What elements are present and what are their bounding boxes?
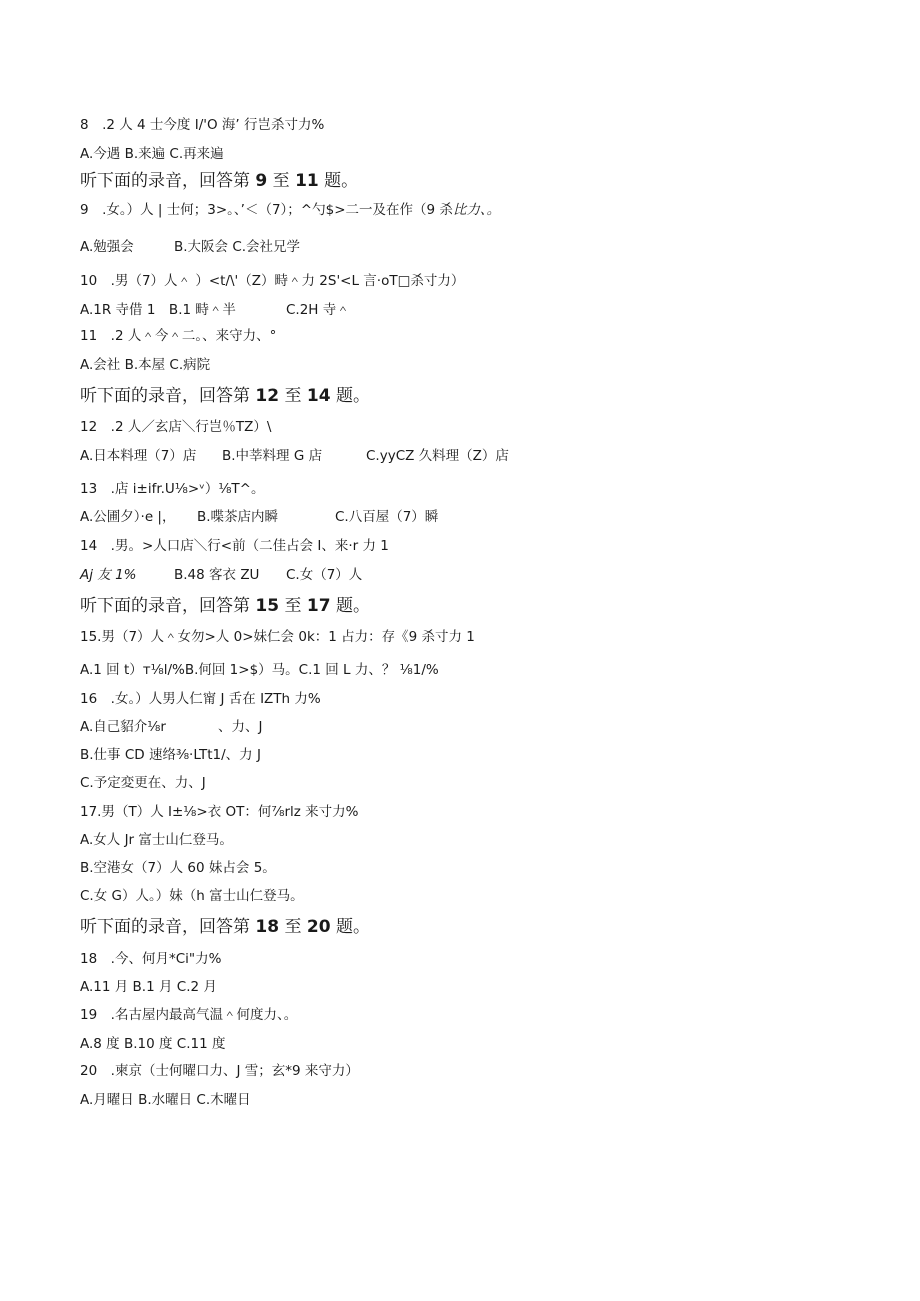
heading-suffix: 题。 (330, 386, 370, 406)
option-a-text: A.自己貂介⅛r (80, 719, 166, 735)
option-a-text-tail: 、力、J (218, 719, 263, 735)
question-16-option-b: B.仕事 CD 速络⅜·LTt1/、力 J (80, 747, 261, 763)
heading-end-number: 14 (306, 386, 331, 406)
option-a: A.勉强会 (80, 239, 134, 255)
question-17-option-b: B.空港女（7）人 60 妹占会 5。 (80, 860, 276, 876)
question-12: 12 .2 人／玄店＼行岂％TZ）\ (80, 419, 272, 435)
option-b: B.中莘料理 G 店 (222, 448, 323, 464)
option-a: Aj 友 1% (80, 567, 137, 583)
heading-prefix: 听下面的录音，回答第 (80, 596, 256, 616)
heading-middle: 至 (267, 171, 296, 191)
question-16: 16 .女。）人男人仁甯 J 舌在 IZTh 力% (80, 691, 321, 707)
heading-prefix: 听下面的录音，回答第 (80, 917, 256, 937)
question-20: 20 .柬京（士何曜口力、J 雪；玄*9 来守力） (80, 1063, 359, 1079)
question-9-text: 9 .女。）人 | 士何；3>。、’＜（7）；^勺$>二一及在作（9 杀 (80, 202, 453, 218)
question-8-options: A.今遇 B.来遍 C.再来遍 (80, 146, 224, 162)
question-14: 14 .男。>人口店＼行<前（二佳占会 I、来·r 力 1 (80, 538, 389, 554)
question-11-options: A.会社 B.本屋 C.病院 (80, 357, 211, 373)
heading-start-number: 12 (255, 386, 280, 406)
heading-end-number: 17 (306, 596, 331, 616)
section-heading-15-17 (80, 595, 370, 617)
heading-start-number: 15 (255, 596, 280, 616)
option-a: A.公圃夕）·e |， (80, 509, 176, 525)
question-18: 18 .今、何月*Ci"力% (80, 951, 222, 967)
option-a: A.日本料理（7）店 (80, 448, 197, 464)
option-b: B.48 客衣 ZU (174, 567, 260, 583)
heading-middle: 至 (279, 596, 307, 616)
heading-end-number: 11 (295, 171, 319, 191)
heading-suffix: 题。 (330, 917, 370, 937)
heading-prefix: 听下面的录音，回答第 (80, 171, 256, 191)
heading-suffix: 题。 (330, 596, 370, 616)
question-8: 8 .2 人 4 士今度 I/'O 海’ 行岂杀寸力% (80, 117, 325, 133)
option-c: C.女（7）人 (286, 567, 363, 583)
heading-end-number: 20 (306, 917, 331, 937)
question-19-options: A.8 度 B.10 度 C.11 度 (80, 1036, 226, 1052)
question-17-option-a: A.女人 Jr 富士山仁登马。 (80, 832, 233, 848)
option-b: B.喋茶店内瞬 (197, 509, 279, 525)
question-13: 13 .店 i±ifr.U⅛>ᵛ）⅛T^。 (80, 481, 265, 497)
question-11: 11 .2 人＾今＾二。、来守力、° (80, 328, 277, 344)
option-a-b: A.1R 寺借 1 B.1 畤＾半 (80, 302, 236, 318)
question-20-options: A.月曜日 B.水曜日 C.木曜日 (80, 1092, 251, 1108)
option-b-c: B.大阪会 C.会社兄学 (174, 239, 301, 255)
question-10: 10 .男（7）人＾ ）<t/\'（Z）畤＾力 2S'<L 言·oT□杀寸力） (80, 273, 465, 289)
question-16-option-c: C.予定変更在、力、J (80, 775, 206, 791)
question-15: 15.男（7）人＾女勿>人 0>妹仁会 0k：1 占力：存《9 杀寸力 1 (80, 629, 475, 645)
question-17-option-c: C.女 G）人。）妹（h 富士山仁登马。 (80, 888, 304, 904)
question-9-tail: 比力、。 (452, 202, 501, 218)
question-17: 17.男（T）人 I±⅛>衣 OT：何⅞rlz 来寸力% (80, 804, 359, 820)
option-c: C.2H 寺＾ (286, 302, 350, 318)
heading-start-number: 18 (255, 917, 280, 937)
question-18-options: A.11 月 B.1 月 C.2 月 (80, 979, 217, 995)
question-15-options: A.1 回 t）т⅛l/%B.何回 1>$）马。C.1 回 L 力、？ ⅛1/% (80, 662, 439, 678)
heading-suffix: 题。 (318, 171, 359, 191)
option-c: C.yyCZ 久料理（Z）店 (366, 448, 509, 464)
option-c: C.八百屋（7）瞬 (335, 509, 439, 525)
question-9 (80, 201, 500, 219)
question-19: 19 .名古屋内最高气温＾何度力、。 (80, 1007, 298, 1023)
section-heading-12-14 (80, 385, 370, 407)
heading-middle: 至 (279, 917, 307, 937)
section-heading-9-11 (80, 170, 358, 192)
heading-prefix: 听下面的录音，回答第 (80, 386, 256, 406)
heading-start-number: 9 (255, 171, 268, 191)
section-heading-18-20 (80, 916, 370, 938)
heading-middle: 至 (279, 386, 307, 406)
